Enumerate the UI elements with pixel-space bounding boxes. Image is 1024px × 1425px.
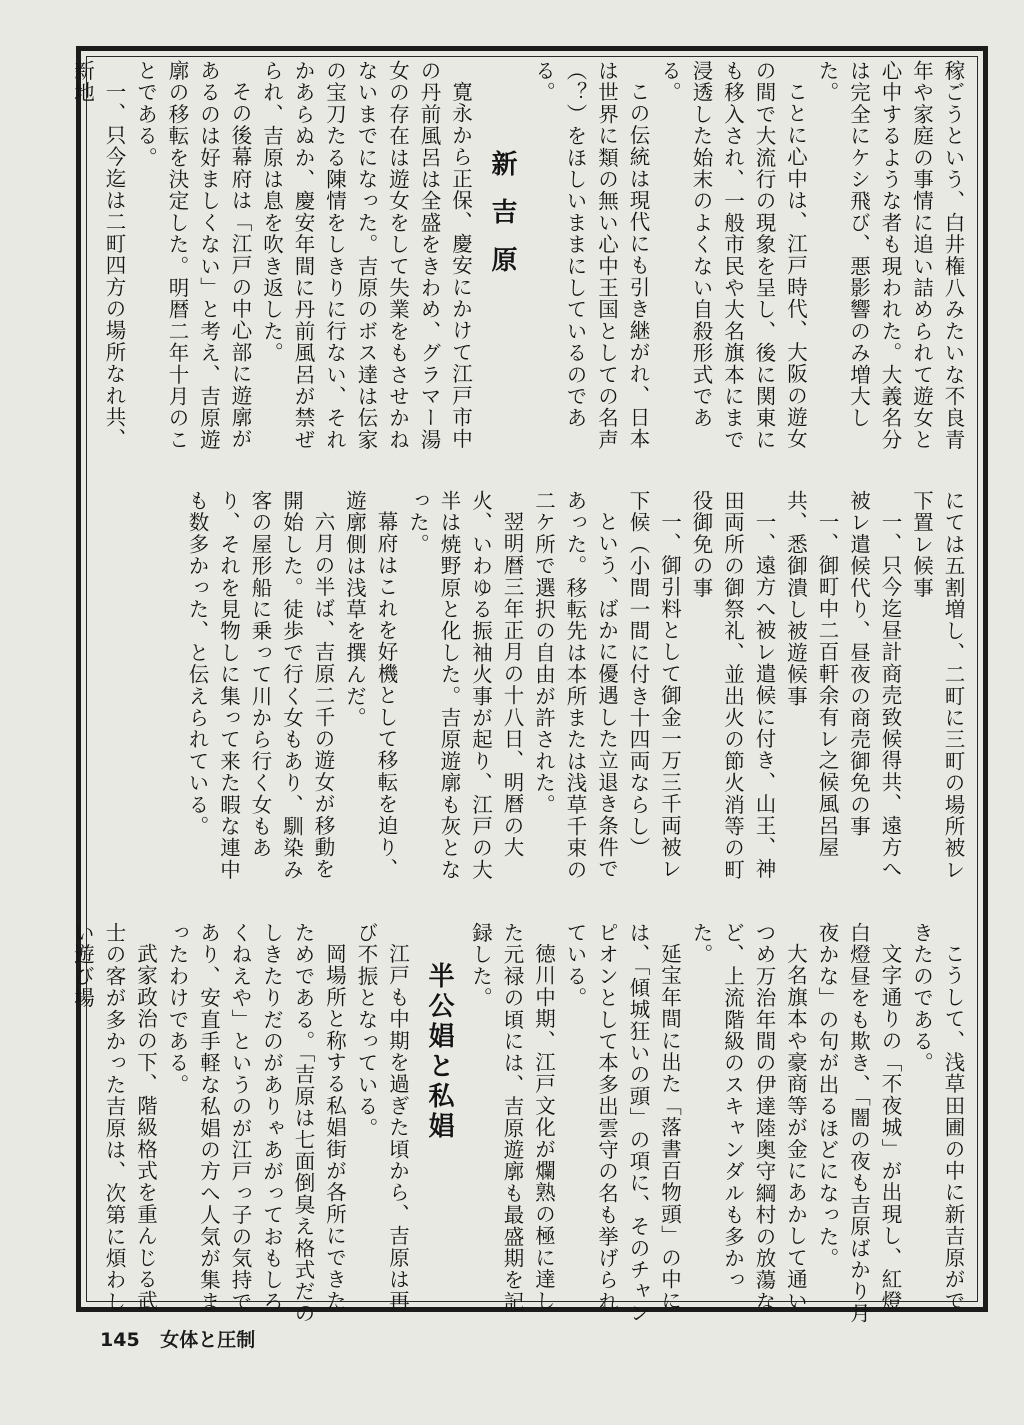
text-column-middle	[96, 490, 968, 900]
paragraph: 岡場所と称する私娼街が各所にできたためである。「吉原は七面倒臭え格式だのしきたりだのがありゃあがっておもしろくねえや」というのが江戸っ子の気持であり、安直手軽な私娼の方へ人気が集まったわけである。	[165, 922, 347, 1325]
paragraph: 一、御町中二百軒余有レ之候風呂屋共、悉御潰し被遊候事	[783, 490, 839, 858]
paragraph: 文字通りの「不夜城」が出現し、紅燈白燈昼をも欺き、「闇の夜も吉原ばかり月夜かな」の句が出るほどになった。	[815, 922, 902, 1325]
section-heading: 新吉原	[487, 150, 517, 294]
text-column-bottom	[70, 922, 968, 1332]
running-title: 女体と圧制	[160, 1329, 256, 1351]
page-number: 145	[100, 1329, 140, 1351]
paragraph: 江戸も中期を過ぎた頃から、吉原は再び不振となっている。	[354, 922, 410, 1312]
page-footer	[100, 1325, 255, 1352]
paragraph: 稼ごうという、白井権八みたいな不良青年や家庭の事情に追い詰められて遊女と心中するような者も現われた。大義名分は完全にケシ飛び、悪影響のみ増大した。	[815, 60, 965, 451]
paragraph: この伝統は現代にも引き継がれ、日本は世界に類の無い心中王国としての名声（？）をほしいままにしているのである。	[531, 60, 650, 451]
paragraph: その後幕府は「江戸の中心部に遊廓があるのは好ましくない」と考え、吉原遊廓の移転を決定した。明暦二年十月のことである。	[133, 60, 252, 451]
paragraph: 一、御引料として御金一万三千両被レ下候（小間一間に付き十四両ならし）	[626, 490, 682, 880]
paragraph: 寛永から正保、慶安にかけて江戸市中の丹前風呂は全盛をきわめ、グラマー湯女の存在は遊女をして失業をもさせかねないまでになった。吉原のボス達は伝家の宝刀たる陳情をしきりに行ない、それかあらぬか、慶安年間に丹前風呂が禁ぜられ、吉原は息を吹き返した。	[259, 60, 473, 451]
paragraph: 幕府はこれを好機として移転を迫り、遊廓側は浅草を撰んだ。	[342, 490, 398, 880]
text-column-top	[70, 60, 968, 470]
paragraph: 六月の半ば、吉原二千の遊女が移動を開始した。徒歩で行く女もあり、馴染み客の屋形船に乗って川から行く女もあり、それを見物しに集って来た暇な連中も数多かった、と伝えられている。	[185, 490, 335, 881]
paragraph: こうして、浅草田圃の中に新吉原ができたのである。	[909, 922, 965, 1312]
paragraph: 武家政治の下、階級格式を重んじる武士の客が多かった吉原は、次第に煩わしい遊び場	[70, 922, 158, 1313]
paragraph: ことに心中は、江戸時代、大阪の遊女の間で大流行の現象を呈し、後に関東にも移入され、一般市民や大名旗本にまで浸透した始末のよくない自殺形式である。	[657, 60, 808, 451]
paragraph: という、ばかに優遇した立退き条件であった。移転先は本所または浅草千束の二ケ所で選択の自由が許された。	[531, 490, 619, 881]
paragraph: 徳川中期、江戸文化が爛熟の極に達した元禄の頃には、吉原遊廓も最盛期を記録した。	[468, 922, 556, 1313]
paragraph: 延宝年間に出た「落書百物頭」の中には、「傾城狂いの頭」の項に、そのチャンピオンとして本多出雲守の名も挙げられている。	[563, 922, 682, 1325]
section-heading: 半公娼と私娼	[424, 962, 454, 1142]
paragraph: 一、只今迄昼計商売致候得共、遠方へ被レ遣候代り、昼夜の商売御免の事	[846, 490, 902, 880]
paragraph: にては五割増し、二町に三町の場所被レ下置レ候事	[909, 490, 965, 881]
paragraph: 一、只今迄は二町四方の場所なれ共、新地	[70, 60, 126, 450]
paragraph: 大名旗本や豪商等が金にあかして通いつめ万治年間の伊達陸奥守綱村の放蕩など、上流階級のスキャンダルも多かった。	[689, 922, 808, 1313]
paragraph: 一、遠方へ被レ遣候に付き、山王、神田両所の御祭礼、並出火の節火消等の町役御免の事	[689, 490, 776, 881]
paragraph: 翌明暦三年正月の十八日、明暦の大火、いわゆる振袖火事が起り、江戸の大半は焼野原と化した。吉原遊廓も灰となった。	[405, 490, 524, 881]
